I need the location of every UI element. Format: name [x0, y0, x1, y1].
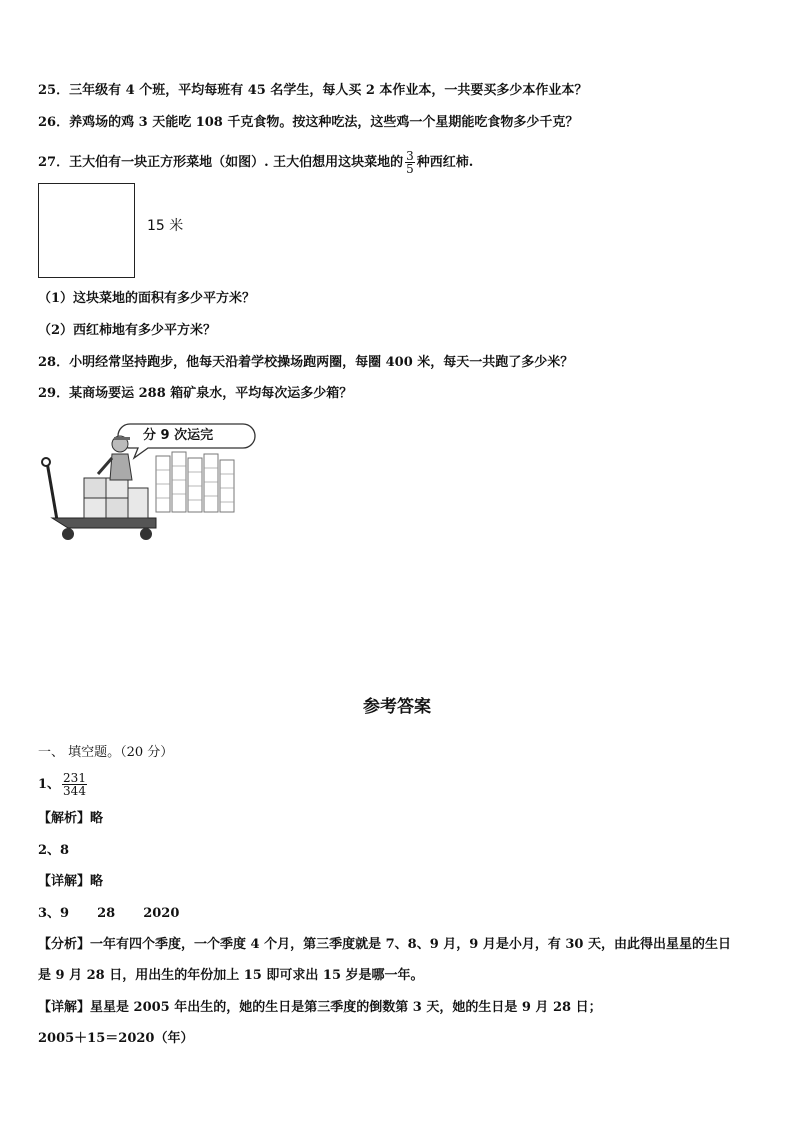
question-27-sub-1: （1）这块菜地的面积有多少平方米？ [38, 291, 256, 306]
answer-1-label: 1、 [38, 777, 61, 792]
fraction-denominator: 344 [63, 784, 86, 798]
answer-3-analysis-line-2: 是 9 月 28 日，用出生的年份加上 15 即可求出 15 岁是哪一年。 [38, 968, 424, 983]
speech-bubble-text: 分 9 次运完 [143, 428, 214, 443]
square-vegetable-plot-figure [38, 183, 135, 278]
question-27-prefix: 27．王大伯有一块正方形菜地（如图）. 王大伯想用这块菜地的 [38, 155, 404, 170]
question-25: 25．三年级有 4 个班，平均每班有 45 名学生，每人买 2 本作业本，一共要买多少本作业本？ [38, 83, 588, 98]
answer-3-value-1: 3、9 [38, 906, 70, 921]
fraction-numerator: 3 [406, 149, 414, 163]
answer-2-detail: 【详解】略 [38, 874, 104, 889]
question-27-suffix: 种西红柿. [416, 155, 474, 170]
answer-3-detail: 【详解】星星是 2005 年出生的，她的生日是第三季度的倒数第 3 天，她的生日是 9 月 28 日； [38, 1000, 602, 1015]
answer-1-analysis: 【解析】略 [38, 811, 104, 826]
question-29: 29．某商场要运 288 箱矿泉水，平均每次运多少箱？ [38, 386, 353, 401]
square-side-label: 15 米 [147, 218, 184, 234]
question-27 [38, 150, 473, 175]
answer-3-calculation: 2005＋15＝2020（年） [38, 1031, 194, 1046]
answer-3 [38, 905, 179, 923]
fraction-denominator: 5 [406, 162, 414, 176]
section-1-heading: 一、 填空题。（20 分） [38, 745, 174, 760]
answer-3-analysis-line-1: 【分析】一年有四个季度，一个季度 4 个月，第三季度就是 7、8、9 月，9 月是小月，有 30 天，由此得出星星的生日 [38, 937, 731, 952]
question-26: 26．养鸡场的鸡 3 天能吃 108 千克食物。按这种吃法，这些鸡一个星期能吃食物多少千克？ [38, 115, 579, 130]
answer-3-value-3: 2020 [143, 906, 180, 921]
answer-1-fraction [62, 772, 87, 797]
fraction-3-5 [405, 150, 415, 175]
answer-2: 2、8 [38, 843, 70, 858]
question-27-sub-2: （2）西红柿地有多少平方米？ [38, 323, 217, 338]
fraction-numerator: 231 [63, 771, 86, 785]
answer-3-value-2: 28 [97, 906, 116, 921]
answer-1 [38, 772, 89, 797]
question-28: 28．小明经常坚持跑步，他每天沿着学校操场跑两圈，每圈 400 米，每天一共跑了多少米？ [38, 355, 574, 370]
answers-title: 参考答案 [363, 697, 431, 717]
